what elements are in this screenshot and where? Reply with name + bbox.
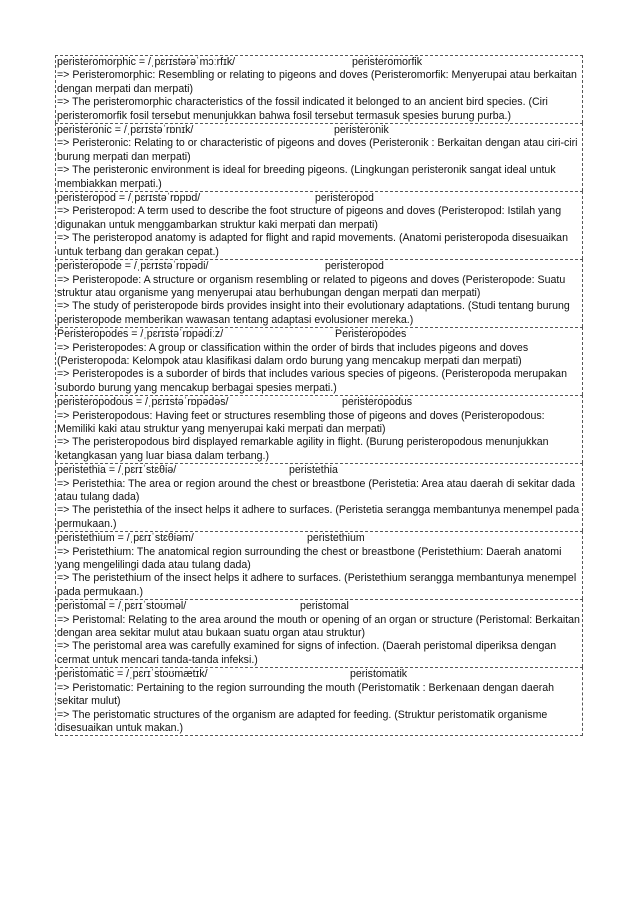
translation: peristeronik — [334, 124, 389, 137]
example-sentence: => The peristeropodous bird displayed remarkable agility in flight. (Burung peristeropodous menunjukkan ketangkasan yang luar biasa dalam terbang.) — [57, 436, 549, 462]
headword: peristomatic = /ˌpɛrɪˈstoʊmætɪk/ — [57, 668, 208, 681]
definition: => Peristethia: The area or region around the chest or breastbone (Peristetia: Area atau daerah di sekitar dada atau tulang dada) — [57, 477, 576, 503]
headword: peristeropodous = /ˌpɛrɪstəˈrɒpədəs/ — [57, 396, 229, 409]
definition: => Peristeropodes: A group or classification within the order of birds that includes pigeons and doves (Peristeropoda: Kelompok atau klasifikasi dalam ordo burung yang mencakup merpati dan merpati) — [57, 341, 529, 367]
dictionary-entry — [55, 599, 583, 667]
example-sentence: => The peristeronic environment is ideal for breeding pigeons. (Lingkungan peristeronik sangat ideal untuk membiakkan merpati.) — [57, 164, 556, 190]
dictionary-entry — [55, 395, 583, 463]
headword: peristeropod = /ˌpɛrɪstəˈrɒpɒd/ — [57, 192, 201, 205]
example-sentence: => The peristethium of the insect helps it adhere to surfaces. (Peristethium serangga membantunya menempel pada permukaan.) — [57, 572, 577, 598]
definition: => Peristeromorphic: Resembling or relating to pigeons and doves (Peristeromorfik: Menyerupai atau berkaitan dengan merpati dan merpati) — [57, 69, 577, 95]
example-sentence: => The peristomal area was carefully examined for signs of infection. (Daerah peristomal diperiksa dengan cermat untuk mencari tanda-tanda infeksi.) — [57, 640, 557, 666]
translation: peristethium — [307, 532, 365, 545]
example-sentence: => The peristomatic structures of the organism are adapted for feeding. (Struktur peristomatik organisme disesuaikan untuk makan.) — [57, 708, 548, 734]
dictionary-entry — [55, 327, 583, 395]
dictionary-entry — [55, 123, 583, 191]
headword: Peristeropodes = /ˌpɛrɪstəˈrɒpədiːz/ — [57, 328, 224, 341]
translation: peristeropodus — [342, 396, 413, 409]
headword: peristethia = /ˌpɛrɪˈstɛθiə/ — [57, 464, 177, 477]
dictionary-entry — [55, 191, 583, 259]
headword: peristethium = /ˌpɛrɪˈstɛθiəm/ — [57, 532, 194, 545]
definition: => Peristeropodous: Having feet or structures resembling those of pigeons and doves (Peristeropodous: Memiliki kaki atau struktur yang menyerupai kaki merpati dan merpati) — [57, 409, 545, 435]
example-sentence: => The peristeropod anatomy is adapted for flight and rapid movements. (Anatomi peristeropoda disesuaikan untuk terbang dan gerakan cepat.) — [57, 232, 568, 258]
translation: peristeropod — [315, 192, 374, 205]
example-sentence: => Peristeropodes is a suborder of birds that includes various species of pigeons. (Peristeropoda merupakan subordo burung yang mencakup berbagai spesies merpati.) — [57, 368, 567, 394]
headword: peristeronic = /ˌpɛrɪstəˈrɒnɪk/ — [57, 124, 194, 137]
dictionary-entry — [55, 531, 583, 599]
definition: => Peristeronic: Relating to or characteristic of pigeons and doves (Peristeronik : Berkaitan dengan atau ciri-ciri burung merpati dan merpati) — [57, 137, 578, 163]
dictionary-entry — [55, 463, 583, 531]
definition: => Peristomal: Relating to the area around the mouth or opening of an organ or structure (Peristomal: Berkaitan dengan area sekitar mulut atau bukaan suatu organ atau struktur) — [57, 613, 580, 640]
translation: peristeromorfik — [352, 56, 423, 68]
dictionary-entry — [55, 259, 583, 327]
example-sentence: => The study of peristeropode birds provides insight into their evolutionary adaptations. (Studi tentang burung peristeropode memberikan wawasan tentang adaptasi evolusioner mereka.) — [57, 300, 570, 326]
definition: => Peristomatic: Pertaining to the region surrounding the mouth (Peristomatik : Berkenaan dengan daerah sekitar mulut) — [57, 681, 555, 708]
translation: peristomal — [300, 600, 349, 613]
dictionary-page — [55, 55, 583, 736]
translation: peristethia — [289, 464, 338, 477]
headword: peristomal = /ˌpɛrɪˈstoʊməl/ — [57, 600, 187, 613]
definition: => Peristethium: The anatomical region surrounding the chest or breastbone (Peristethium: Daerah anatomi yang mengelilingi dada atau tulang dada) — [57, 545, 562, 572]
translation: peristomatik — [350, 668, 408, 681]
translation: Peristeropodes — [335, 328, 407, 341]
example-sentence: => The peristethia of the insect helps it adhere to surfaces. (Peristetia serangga membantunya menempel pada permukaan.) — [57, 504, 580, 530]
dictionary-entry — [55, 55, 583, 123]
headword: peristeromorphic = /ˌpɛrɪstərəˈmɔːrfɪk/ — [57, 56, 236, 68]
definition: => Peristeropod: A term used to describe the foot structure of pigeons and doves (Peristeropod: Istilah yang digunakan untuk menggambarkan struktur kaki merpati dan merpati) — [57, 205, 562, 231]
definition: => Peristeropode: A structure or organism resembling or related to pigeons and doves (Peristeropode: Suatu struktur atau organisme yang menyerupai atau berhubungan dengan merpati dan merpati) — [57, 273, 566, 299]
example-sentence: => The peristeromorphic characteristics of the fossil indicated it belonged to an ancient bird species. (Ciri peristeromorfik fosil tersebut menunjukkan bahwa fosil tersebut termasuk spesies burung purba.) — [57, 96, 548, 122]
headword: peristeropode = /ˌpɛrɪstəˈrɒpədi/ — [57, 260, 209, 273]
translation: peristeropod — [325, 260, 384, 273]
dictionary-entry — [55, 667, 583, 736]
